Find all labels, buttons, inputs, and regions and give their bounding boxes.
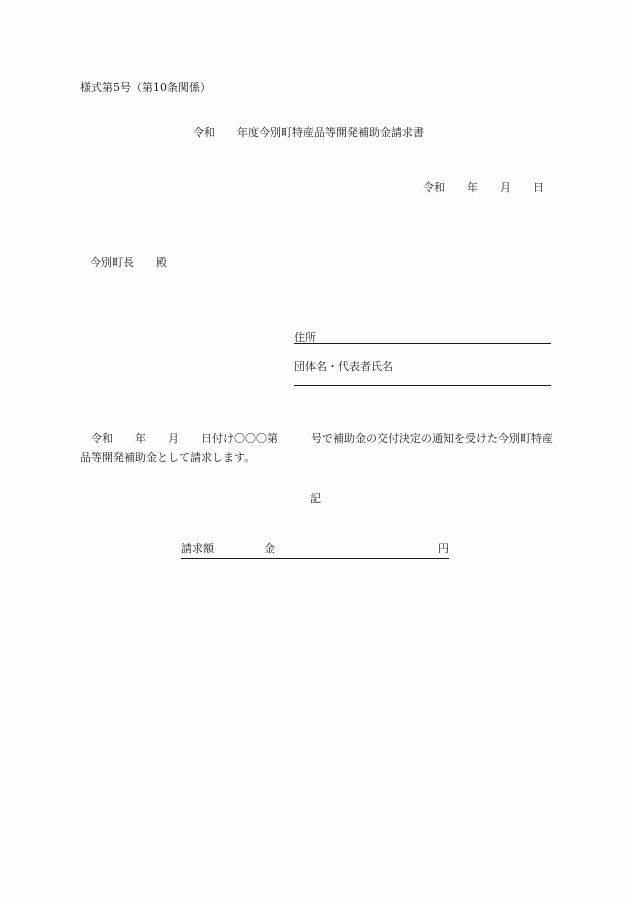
org-representative-underline — [294, 385, 551, 386]
ki-heading: 記 — [310, 492, 321, 505]
form-number: 様式第5号（第10条関係） — [80, 81, 211, 94]
document-title: 令和 年度今別町特産品等開発補助金請求書 — [193, 126, 424, 139]
org-representative-label: 団体名・代表者氏名 — [294, 360, 393, 373]
claim-yen-label: 円 — [438, 542, 449, 555]
claim-amount-label: 請求額 — [181, 542, 214, 555]
address-label: 住所 — [294, 331, 316, 344]
claim-amount-row — [181, 542, 449, 559]
addressee: 今別町長 殿 — [90, 256, 167, 269]
body-paragraph: 令和 年 月 日付け〇〇〇第 号で補助金の交付決定の通知を受けた今別町特産品等開発補助金として請求します。 — [80, 432, 553, 464]
address-underline — [294, 343, 551, 344]
claim-kin-label: 金 — [264, 542, 275, 555]
date-line: 令和 年 月 日 — [423, 181, 544, 194]
